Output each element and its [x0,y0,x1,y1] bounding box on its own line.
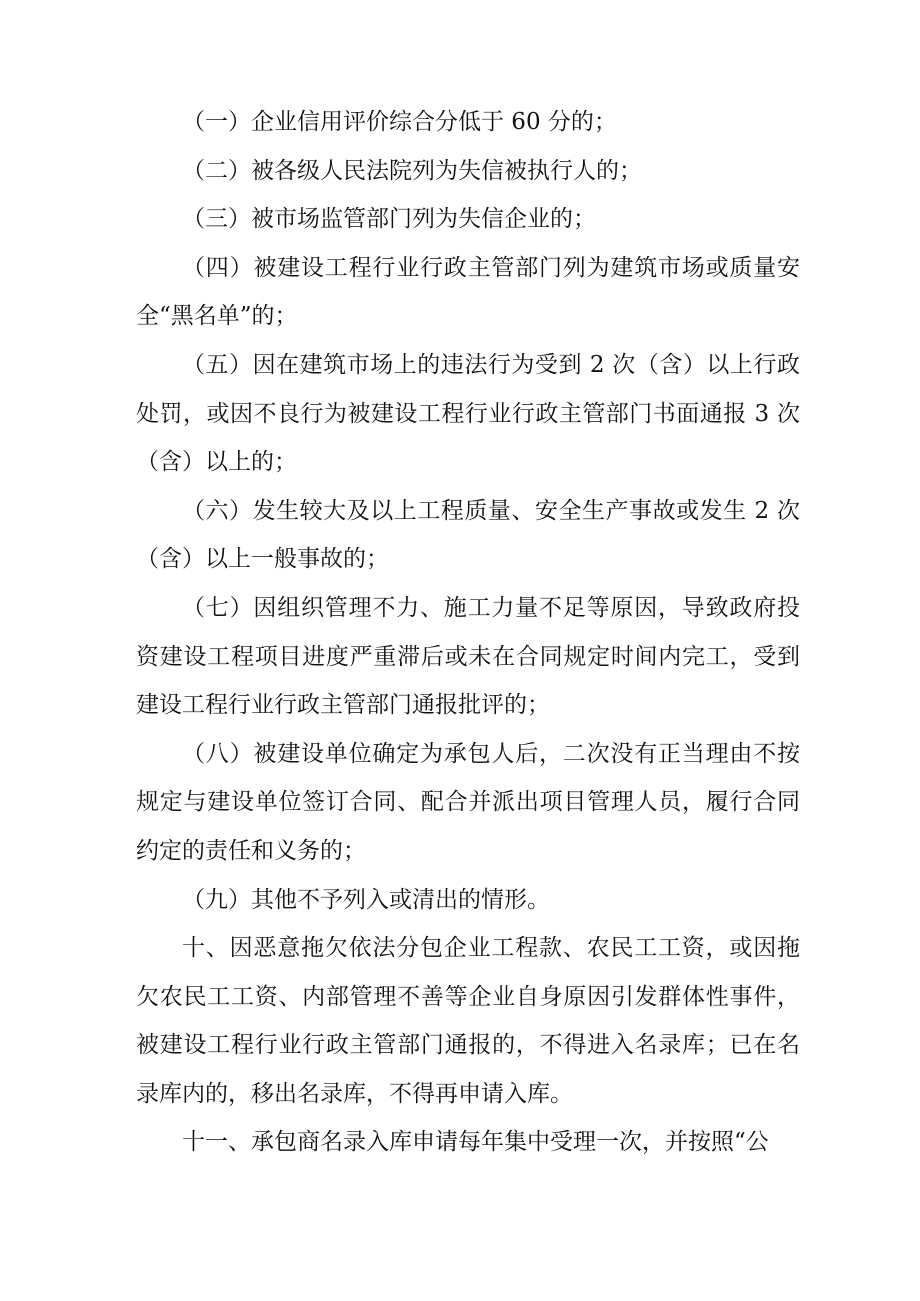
document-paragraph: （五）因在建筑市场上的违法行为受到 2 次（含）以上行政处罚，或因不良行为被建设工程行业行政主管部门书面通报 3 次（含）以上的； [136,351,800,476]
document-paragraph: （四）被建设工程行业行政主管部门列为建筑市场或质量安全“黑名单”的； [136,254,800,330]
document-paragraph: （八）被建设单位确定为承包人后，二次没有正当理由不按规定与建设单位签订合同、配合并派出项目管理人员，履行合同约定的责任和义务的； [136,740,800,864]
document-paragraph: 十一、承包商名录入库申请每年集中受理一次，并按照“公 [182,1129,769,1156]
document-paragraph: （一）企业信用评价综合分低于 60 分的； [182,109,617,135]
document-paragraph: （七）因组织管理不力、施工力量不足等原因，导致政府投资建设工程项目进度严重滞后或未在合同规定时间内完工，受到建设工程行业行政主管部门通报批评的； [136,594,800,719]
document-paragraph: （三）被市场监管部门列为失信企业的； [182,206,596,233]
document-paragraph: （六）发生较大及以上工程质量、安全生产事故或发生 2 次（含）以上一般事故的； [136,497,800,573]
document-body [136,98,800,1167]
document-paragraph: 十、因恶意拖欠依法分包企业工程款、农民工工资，或因拖欠农民工工资、内部管理不善等企业自身原因引发群体性事件，被建设工程行业行政主管部门通报的，不得进入名录库；已在名录库内的，移出名录库，不得再申请入库。 [136,935,800,1107]
document-paragraph: （二）被各级人民法院列为失信被执行人的； [182,157,642,184]
document-paragraph: （九）其他不予列入或清出的情形。 [182,886,550,913]
